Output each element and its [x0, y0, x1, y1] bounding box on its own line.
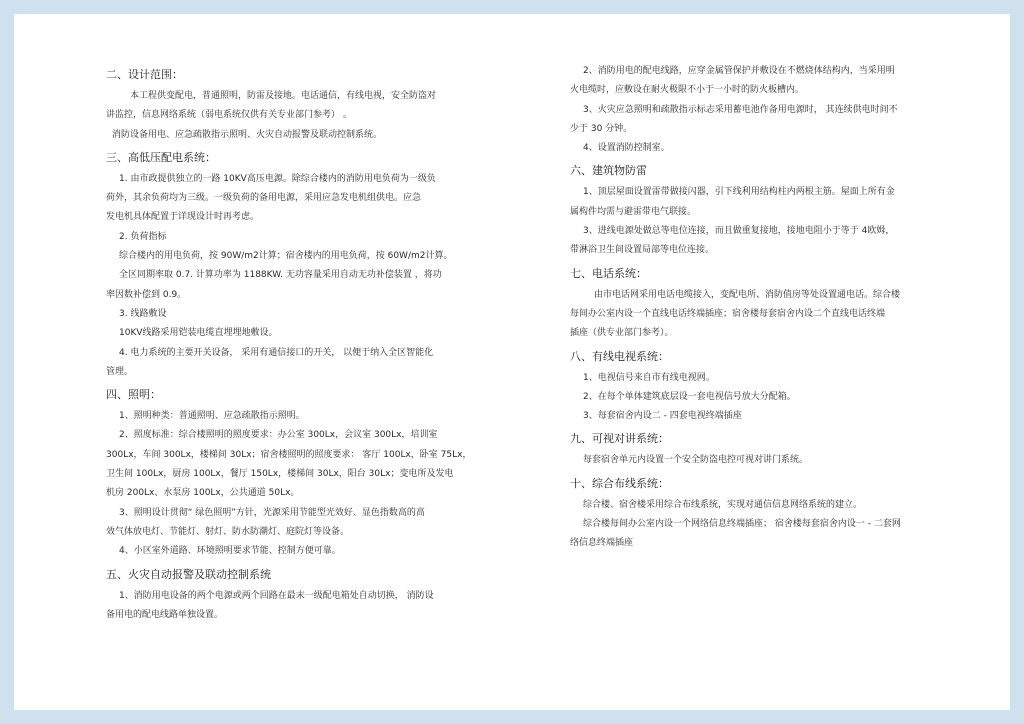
- text-line: 综合楼、宿舍楼采用综合布线系统，实现对通信信息网络系统的建立。: [583, 499, 863, 510]
- text-line: 1、电视信号来自市有线电视网。: [583, 372, 715, 383]
- text-line: 3、每套宿舍内设二 - 四套电视终端插座: [583, 411, 742, 422]
- text-line: 3、照明设计贯彻“ 绿色照明”方针，光源采用节能型光效好、显色指数高的高: [119, 507, 425, 518]
- text-line: 1、照明种类：普通照明、应急疏散指示照明。: [119, 411, 305, 422]
- text-line: 4、设置消防控制室。: [583, 143, 670, 154]
- text-line: 4、小区室外道路、环境照明要求节能、控制方便可靠。: [119, 546, 341, 557]
- text-line: 每间办公室内设一个直线电话终端插座；宿舍楼每套宿舍内设二个直线电话终端: [570, 308, 886, 319]
- text-line: 1、顶层屋面设置雷带做接闪器，引下线利用结构柱内两根主筋。屋面上所有金: [583, 187, 895, 198]
- text-line: 3. 线路敷设: [119, 308, 167, 319]
- section-heading: 二、设计范围：: [106, 68, 183, 81]
- text-line: 综合楼内的用电负荷，按 90W/m2计算；宿舍楼内的用电负荷，按 60W/m2计算。: [119, 251, 453, 262]
- section-heading: 九、可视对讲系统：: [570, 432, 669, 446]
- document-page: [14, 14, 1010, 710]
- text-line: 荷外，其余负荷均为三级。一级负荷的备用电源，采用应急发电机组供电。应急: [106, 193, 422, 204]
- text-line: 络信息终端插座: [570, 538, 634, 549]
- text-line: 1、消防用电设备的两个电源或两个回路在最末一级配电箱处自动切换， 消防设: [119, 590, 434, 601]
- right-column: [570, 62, 960, 554]
- text-line: 效气体放电灯、节能灯、射灯、防水防潮灯、庭院灯等设备。: [106, 526, 350, 537]
- text-line: 全区同期率取 0.7. 计算功率为 1188KW. 无功容量采用自动无功补偿装置 ，将功: [119, 270, 442, 281]
- text-line: 发电机具体配置于详现设计时再考虑。: [106, 212, 260, 223]
- section-heading: 八、有线电视系统：: [570, 349, 669, 363]
- text-line: 机房 200Lx、水泵房 100Lx，公共通道 50Lx。: [106, 488, 300, 499]
- text-line: 4. 电力系统的主要开关设备， 采用有通信接口的开关， 以便于纳入全区智能化: [119, 347, 434, 358]
- text-line: 2. 负荷指标: [119, 231, 167, 242]
- text-line: 本工程供变配电，普通照明，防雷及接地。电话通信，有线电视，安全防盗对: [130, 91, 437, 101]
- section-heading: 六、建筑物防雷: [570, 164, 647, 178]
- text-line: 少于 30 分钟。: [570, 123, 633, 134]
- text-line: 管理。: [106, 366, 134, 377]
- text-line: 每套宿舍单元内设置一个安全防盗电控可视对讲门系统。: [583, 455, 809, 466]
- text-line: 300Lx，车间 300Lx，楼梯间 30Lx；宿舍楼照明的照度要求： 客厅 100Lx，卧室 75Lx，: [106, 449, 472, 460]
- text-line: 火电缆时，应敷设在耐火极限不小于一小时的防火板槽内。: [570, 85, 805, 96]
- text-line: 讲监控，信息网络系统（弱电系统仅供有关专业部门参考） 。: [106, 110, 352, 121]
- section-heading: 三、高低压配电系统：: [106, 150, 216, 164]
- text-line: 2、照度标准：综合楼照明的照度要求：办公室 300Lx，会议室 300Lx，培训室: [119, 430, 438, 441]
- text-line: 由市电话网采用电话电缆接入，变配电所、消防值房等处设置通电话。综合楼: [594, 289, 901, 300]
- section-heading: 五、火灾自动报警及联动控制系统: [106, 567, 271, 581]
- text-line: 备用电的配电线路单独设置。: [106, 609, 224, 620]
- text-line: 2、消防用电的配电线路，应穿金属管保护并敷设在不燃烧体结构内，当采用明: [583, 66, 895, 76]
- text-line: 带淋浴卫生间设置局部等电位连接。: [570, 245, 715, 256]
- text-line: 10KV线路采用铠装电缆直埋埋地敷设。: [119, 328, 278, 339]
- text-line: 3、火灾应急照明和疏散指示标志采用蓄电池作备用电源时， 其连续供电时间不: [583, 104, 898, 115]
- text-line: 属构件均需与避雷带电气联接。: [570, 206, 697, 217]
- section-heading: 四、照明：: [106, 388, 161, 402]
- section-heading: 七、电话系统：: [570, 266, 647, 280]
- text-line: 3、进线电源处做总等电位连接，而且做重复接地，接地电阻小于等于 4欧姆，: [583, 226, 895, 237]
- section-heading: 十、综合布线系统：: [570, 476, 669, 490]
- left-column: [106, 62, 496, 625]
- text-line: 2、在每个单体建筑底层设一套电视信号放大分配箱。: [583, 391, 796, 402]
- text-line: 率因数补偿到 0.9。: [106, 289, 187, 300]
- text-line: 卫生间 100Lx，厨房 100Lx，餐厅 150Lx，楼梯间 30Lx，阳台 30Lx；变电所及发电: [106, 469, 454, 480]
- text-line: 消防设备用电、应急疏散指示照明、火灾自动报警及联动控制系统。: [112, 129, 383, 140]
- text-line: 综合楼每间办公室内设一个网络信息终端插座； 宿舍楼每套宿舍内设一 - 二套网: [583, 519, 901, 530]
- text-line: 1. 由市政提供独立的一路 10KV高压电源。除综合楼内的消防用电负荷为一级负: [119, 173, 436, 184]
- text-line: 插座（供专业部门参考）。: [570, 328, 674, 339]
